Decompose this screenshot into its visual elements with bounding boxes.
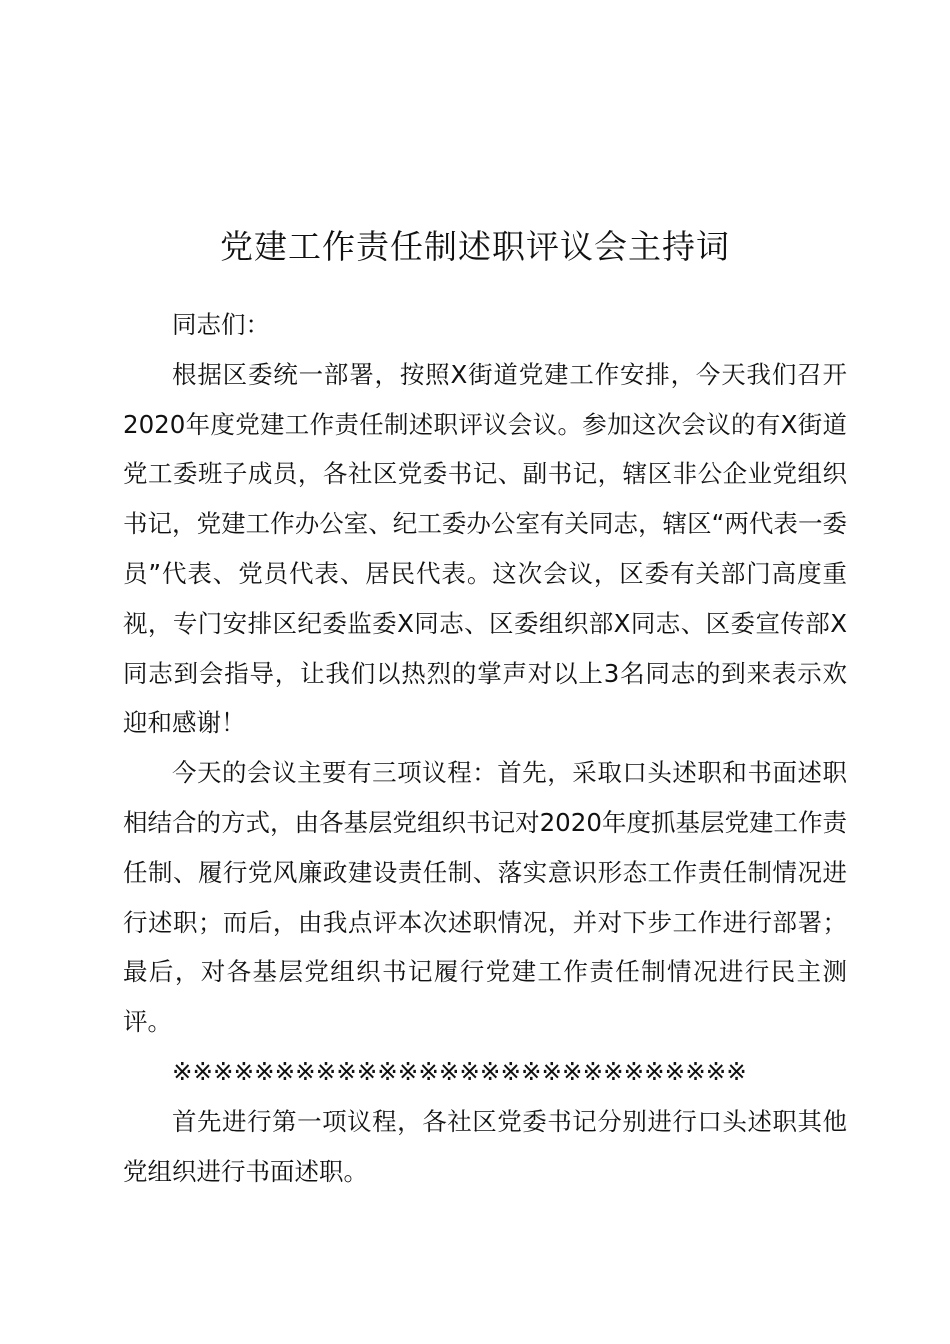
section-separator: ※※※※※※※※※※※※※※※※※※※※※※※※※※※※ — [172, 1056, 747, 1086]
paragraph-opening: 根据区委统一部署，按照X街道党建工作安排，今天我们召开2020年度党建工作责任制述职评议会议。参加这次会议的有X街道党工委班子成员，各社区党委书记、副书记，辖区非公企业党组织书记，党建工作办公室、纪工委办公室有关同志，辖区“两代表一委员”代表、党员代表、居民代表。这次会议，区委有关部门高度重视，专门安排区纪委监委X同志、区委组织部X同志、区委宣传部X同志到会指导，让我们以热烈的掌声对以上3名同志的到来表示欢迎和感谢！ — [123, 359, 847, 738]
paragraph-first-item: 首先进行第一项议程，各社区党委书记分别进行口头述职其他党组织进行书面述职。 — [123, 1106, 847, 1186]
document-body — [123, 300, 847, 1196]
salutation: 同志们： — [172, 310, 270, 339]
paragraph-agenda: 今天的会议主要有三项议程：首先，采取口头述职和书面述职相结合的方式，由各基层党组织书记对2020年度抓基层党建工作责任制、履行党风廉政建设责任制、落实意识形态工作责任制情况进行述职；而后，由我点评本次述职情况，并对下步工作进行部署；最后，对各基层党组织书记履行党建工作责任制情况进行民主测评。 — [123, 758, 847, 1037]
document-title: 党建工作责任制述职评议会主持词 — [220, 227, 730, 266]
